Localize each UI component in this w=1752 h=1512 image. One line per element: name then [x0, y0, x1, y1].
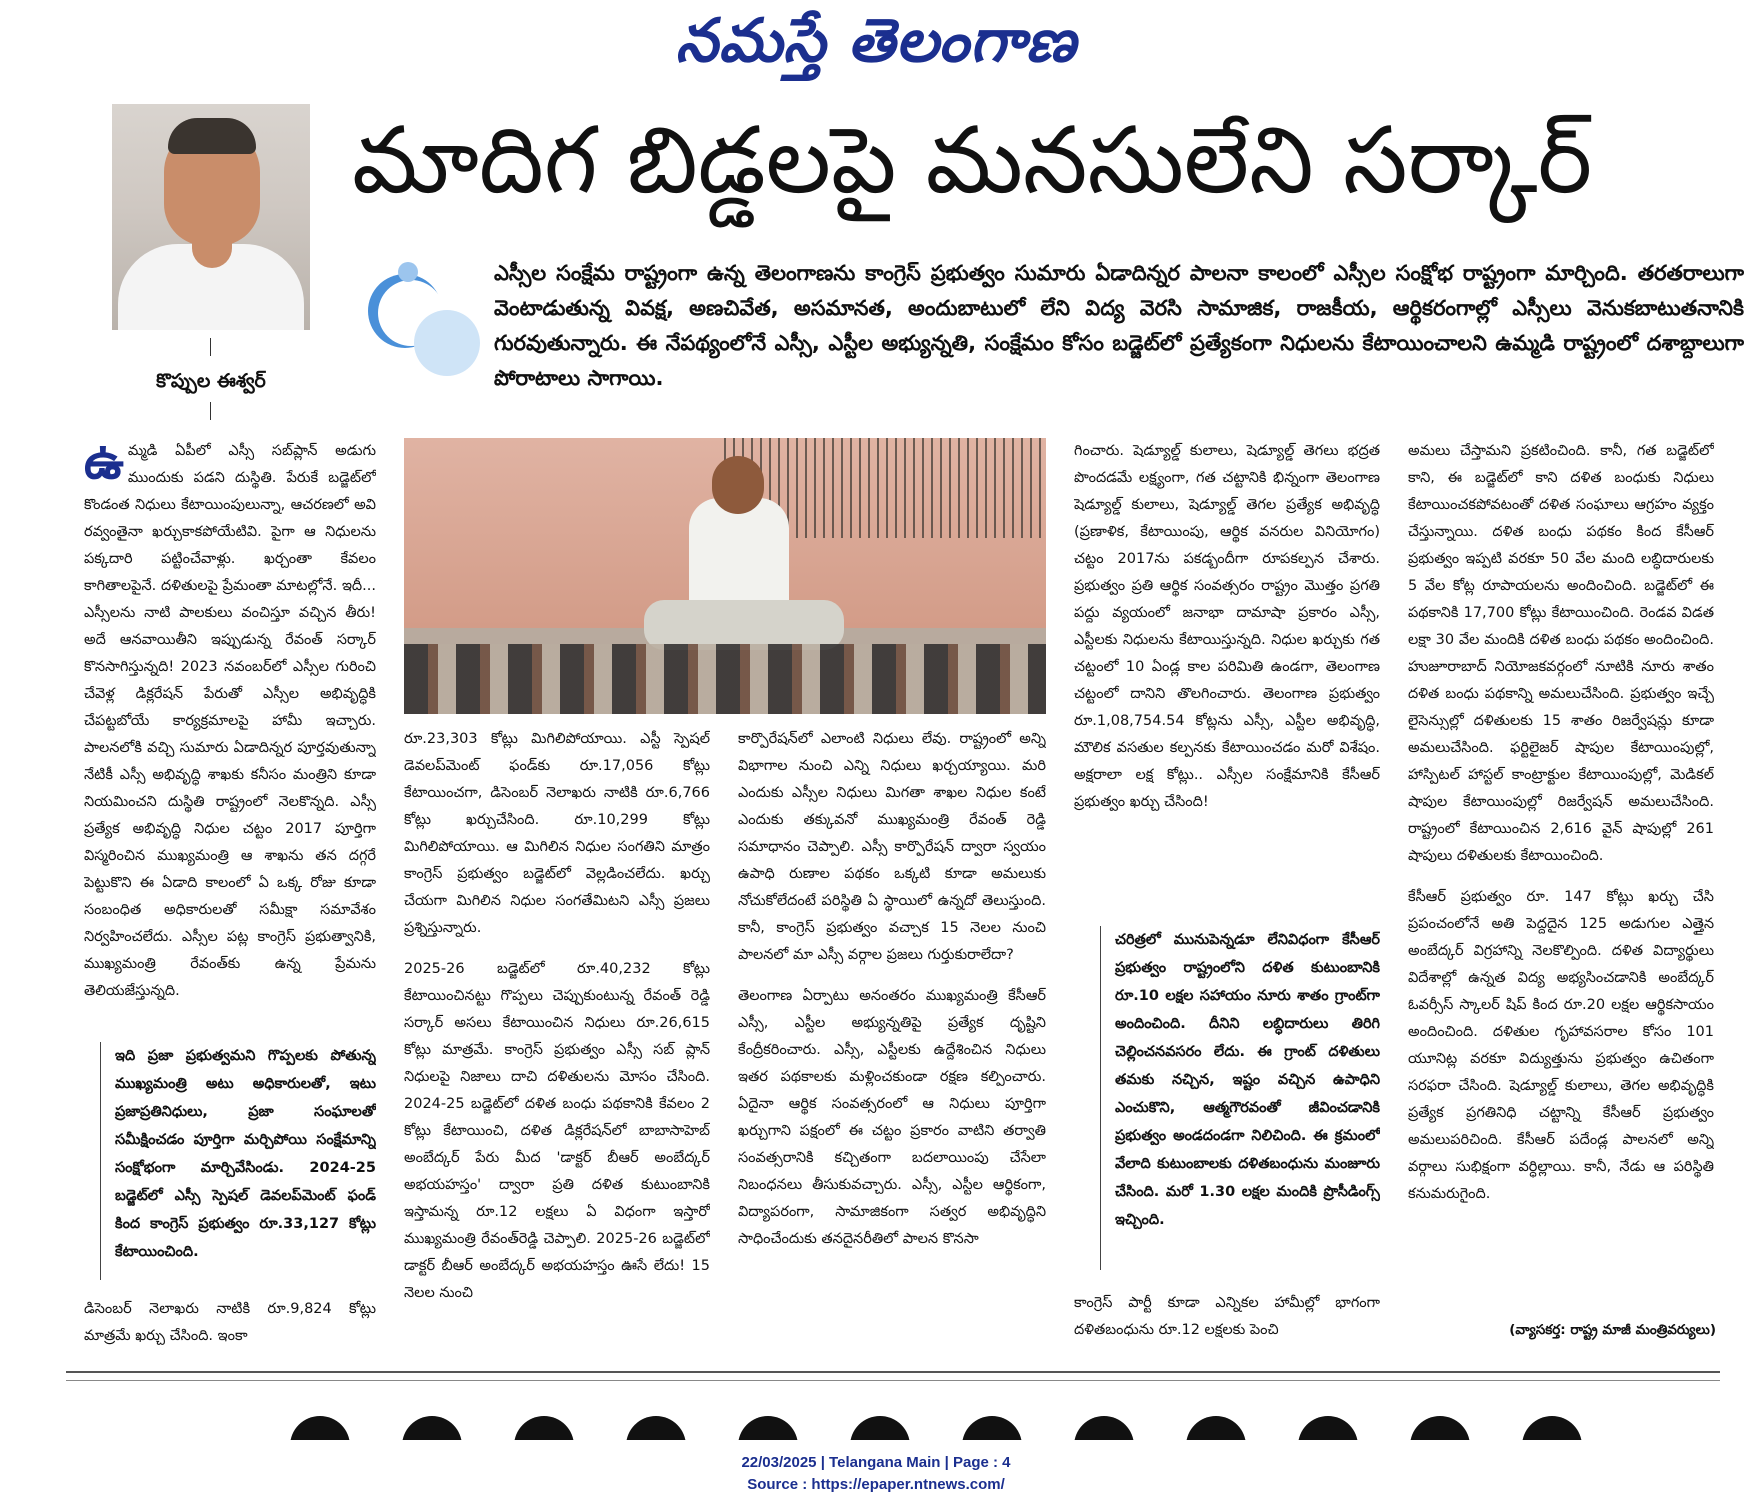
newspaper-masthead: నమస్తే తెలంగాణ: [675, 6, 1077, 76]
column-5-paragraph-2: కేసీఆర్ ప్రభుత్వం రూ. 147 కోట్లు ఖర్చు చేసి ప్రపంచంలోనే అతి పెద్దదైన 125 అడుగుల ఎత్తైన అంబేద్కర్ విగ్రహాన్ని నెలకొల్పింది. దళిత విద్యార్థులు విదేశాల్లో ఉన్నత విద్య అభ్యసించడానికి అంబేద్కర్ ఓవర్సీస్ స్కాలర్ షిప్ కింద రూ.20 లక్షల ఆర్థికసాయం అందించింది. దళితుల గృహావసరాల కోసం 101 యూనిట్ల వరకూ విద్యుత్తును ప్రభుత్వం ఉచితంగా సరఫరా చేసింది. షెడ్యూల్డ్ కులాలు, తెగల అభివృద్ధికి ప్రత్యేక ప్రగతినిధి చట్టాన్ని కేసీఆర్ ప్రభుత్వం అమలుపరిచింది. కేసీఆర్ పదేండ్ల పాలనలో అన్ని వర్గాలు సుభిక్షంగా వర్ధిల్లాయి. కానీ, నేడు ఆ పరిస్థితి కనుమరుగైంది.: [1408, 889, 1714, 1202]
bubble-light: [414, 310, 480, 376]
article-headline: మాదిగ బిడ్డలపై మనసులేని సర్కార్: [352, 107, 1593, 214]
column-4-continued: [1074, 1290, 1380, 1360]
column-4-paragraph-1: గించారు. షెడ్యూల్డ్ కులాలు, షెడ్యూల్డ్ తెగలు భద్రత పొందడమే లక్ష్యంగా, గత చట్టానికి భిన్నంగా తెలంగాణ షెడ్యూల్డ్ కులాలు, షెడ్యూల్డ్ తెగల ప్రత్యేక అభివృద్ధి (ప్రణాళిక, కేటాయింపు, ఆర్థిక వనరుల వినియోగం) చట్టం 2017ను పకడ్బందీగా రూపకల్పన చేశారు. ప్రభుత్వం ప్రతి ఆర్థిక సంవత్సరం రాష్ట్రం మొత్తం ప్రగతి పద్దు వ్యయంలో జనాభా దామాషా ప్రకారం ఎస్సీ, ఎస్టీలకు నిధులను కేటాయిస్తున్నది. నిధుల ఖర్చుకు గత చట్టంలో 10 ఏండ్ల కాల పరిమితి ఉండగా, తెలంగాణ చట్టంలో దానిని తొలగించారు. తెలంగాణ ప్రభుత్వం రూ.1,08,754.54 కోట్లను ఎస్సీ, ఎస్టీల అభివృద్ధి, మౌలిక వసతుల కల్పనకు కేటాయించడం మరో విశేషం. అక్షరాలా లక్ష కోట్లు.. ఎస్సీల సంక్షేమానికి కేసీఆర్ ప్రభుత్వం ఖర్చు చేసింది!: [1074, 443, 1380, 810]
column-2-paragraph-1: రూ.23,303 కోట్లు మిగిలిపోయాయి. ఎస్టీ స్పెషల్ డెవలప్‌మెంట్ ఫండ్‌కు రూ.17,056 కోట్లు కేటాయించగా, డిసెంబర్ నెలాఖరు నాటికి రూ.6,766 కోట్లు ఖర్చుచేసింది. రూ.10,299 కోట్లు మిగిలిపోయాయి. ఆ మిగిలిన నిధుల సంగతిని మాత్రం కాంగ్రెస్ ప్రభుత్వం బడ్జెట్‌లో వెల్లడించలేదు. ఖర్చు చేయగా మిగిలిన నిధుల సంగతేమిటని ఎస్సీ ప్రజలు ప్రశ్నిస్తున్నారు.: [404, 731, 710, 936]
column-3-paragraph-2: తెలంగాణ ఏర్పాటు అనంతరం ముఖ్యమంత్రి కేసీఆర్ ఎస్సీ, ఎస్టీల అభ్యున్నతిపై ప్రత్యేక దృష్టిని కేంద్రీకరించారు. ఎస్సీ, ఎస్టీలకు ఉద్దేశించిన నిధులు ఇతర పథకాలకు మళ్లించకుండా రక్షణ కల్పించారు. ఏదైనా ఆర్థిక సంవత్సరంలో ఆ నిధులు పూర్తిగా ఖర్చుగాని పక్షంలో ఈ చట్టం ప్రకారం వాటిని తర్వాతి సంవత్సరానికి కచ్చితంగా బదలాయింపు చేసేలా నిబంధనలు తీసుకువచ్చారు. ఎస్సీ, ఎస్టీల ఆర్థికంగా, విద్యాపరంగా, సామాజికంగా సత్వర అభివృద్ధిని సాధించేందుకు తనదైనరీతిలో పాలన కొనసా: [738, 988, 1046, 1247]
article-column-1: [84, 438, 376, 1038]
author-name: కొప్పుల ఈశ్వర్: [156, 370, 266, 392]
bubble-small: [398, 262, 418, 282]
article-column-3: [738, 726, 1046, 1360]
column-1-paragraph-2: డిసెంబర్ నెలాఖరు నాటికి రూ.9,824 కోట్లు మాత్రమే ఖర్చు చేసింది. ఇంకా: [84, 1301, 376, 1344]
photo-man-legs: [644, 600, 844, 650]
author-designation: (వ్యాసకర్త: రాష్ట్ర మాజీ మంత్రివర్యులు): [1509, 1322, 1716, 1338]
author-tick-top: [210, 338, 211, 356]
footer-edition-info: 22/03/2025 | Telangana Main | Page : 4: [741, 1454, 1011, 1471]
column-1-paragraph-1: [84, 438, 376, 1005]
article-intro: ఎస్సీల సంక్షేమ రాష్ట్రంగా ఉన్న తెలంగాణను కాంగ్రెస్ ప్రభుత్వం సుమారు ఏడాదిన్నర పాలనా కాలంలో ఎస్సీల సంక్షోభ రాష్ట్రంగా మార్చింది. తరతరాలుగా వెంటాడుతున్న వివక్ష, అణచివేత, అసమానత, అందుబాటులో లేని విద్య వెరసి సామాజిక, రాజకీయ, ఆర్థికరంగాల్లో ఎస్సీలు వెనుకబాటుతనానికి గురవుతున్నారు. ఈ నేపథ్యంలోనే ఎస్సీ, ఎస్టీల అభ్యున్నతి, సంక్షేమం కోసం బడ్జెట్‌లో ప్రత్యేకంగా నిధులను కేటాయించాలని ఉమ్మడి రాష్ట్రంలో దశాబ్దాలుగా పోరాటాలు సాగాయి.: [494, 261, 1744, 390]
column-4-paragraph-2: కాంగ్రెస్ పార్టీ కూడా ఎన్నికల హామీల్లో భాగంగా దళితబంధును రూ.12 లక్షలకు పెంచి: [1074, 1295, 1380, 1338]
photo-shoes: [404, 644, 1046, 714]
drop-cap: ఉ: [84, 438, 124, 490]
article-column-5: [1408, 438, 1714, 1318]
page-divider: [66, 1371, 1720, 1373]
author-photo-hair: [168, 118, 256, 154]
article-column-2: [404, 726, 710, 1360]
photo-man-head: [712, 456, 764, 514]
decorative-bubbles-icon: [368, 262, 488, 382]
column-1-continued: [84, 1296, 376, 1358]
next-article-headline-cropped: [290, 1416, 1720, 1440]
article-column-4: [1074, 438, 1380, 922]
page-divider-thin: [66, 1380, 1720, 1381]
pull-quote-1: ఇది ప్రజా ప్రభుత్వమని గొప్పలకు పోతున్న ముఖ్యమంత్రి అటు అధికారులతో, ఇటు ప్రజాప్రతినిధులు, ప్రజా సంఘాలతో సమీక్షించడం పూర్తిగా మర్చిపోయి సంక్షేమాన్ని సంక్షోభంగా మార్చివేసిండు. 2024-25 బడ్జెట్‌లో ఎస్సీ స్పెషల్ డెవలప్‌మెంట్ ఫండ్ కింద కాంగ్రెస్ ప్రభుత్వం రూ.33,127 కోట్లు కేటాయించింది.: [100, 1042, 376, 1280]
footer-source-link[interactable]: Source : https://epaper.ntnews.com/: [747, 1476, 1005, 1493]
author-tick-bottom: [210, 402, 211, 420]
column-2-paragraph-2: 2025-26 బడ్జెట్‌లో రూ.40,232 కోట్లు కేటాయించినట్టు గొప్పలు చెప్పుకుంటున్న రేవంత్ రెడ్డి సర్కార్ అసలు కేటాయించిన నిధులు రూ.26,615 కోట్లు మాత్రమే. కాంగ్రెస్ ప్రభుత్వం ఎస్సీ సబ్ ప్లాన్ నిధులపై నిజాలు దాచి దళితులను మోసం చేసింది. 2024-25 బడ్జెట్‌లో దళిత బంధు పథకానికి కేవలం 2 కోట్లు కేటాయించి, దళిత డిక్లరేషన్‌లో బాబాసాహెబ్ అంబేద్కర్ పేరు మీద 'డాక్టర్ బీఆర్ అంబేద్కర్ అభయహస్తం' ద్వారా ప్రతి దళిత కుటుంబానికి ఇస్తామన్న రూ.12 లక్షలు ఏ విధంగా ఇస్తారో ముఖ్యమంత్రి రేవంత్‌రెడ్డి చెప్పాలి. 2025-26 బడ్జెట్‌లో డాక్టర్ బీఆర్ అంబేద్కర్ అభయహస్తం ఊసే లేదు! 15 నెలల నుంచి: [404, 961, 710, 1301]
column-5-paragraph-1: అమలు చేస్తామని ప్రకటించింది. కానీ, గత బడ్జెట్‌లో కాని, ఈ బడ్జెట్‌లో కాని దళిత బంధుకు నిధులు కేటాయించకపోవటంతో దళిత సంఘాలు ఆగ్రహం వ్యక్తం చేస్తున్నాయి. దళిత బంధు పథకం కింద కేసీఆర్ ప్రభుత్వం ఇప్పటి వరకూ 50 వేల మంది లబ్ధిదారులకు 5 వేల కోట్ల రూపాయలను అందించింది. బడ్జెట్‌లో ఈ పథకానికి 17,700 కోట్లు కేటాయించింది. రెండవ విడత లక్షా 30 వేల మందికి దళిత బంధు పథకం అందించింది. హుజూరాబాద్ నియోజకవర్గంలో నూటికి నూరు శాతం దళిత బంధు పథకాన్ని అమలుచేసింది. ప్రభుత్వం ఇచ్చే లైసెన్సుల్లో దళితులకు 15 శాతం రిజర్వేషన్లు కూడా అమలుచేసింది. ఫర్టిలైజర్ షాపుల కేటాయింపుల్లో, హాస్పిటల్ హాస్టల్ కాంట్రాక్టుల కేటాయింపుల్లో, మెడికల్ షాపుల కేటాయింపుల్లో రిజర్వేషన్ అమలుచేసింది. రాష్ట్రంలో కేటాయించిన 2,616 వైన్ షాపుల్లో 261 షాపులు దళితులకు కేటాయించింది.: [1408, 443, 1714, 864]
page-footer: [0, 1452, 1752, 1496]
column-1-paragraph-1-text: మ్మడి ఏపీలో ఎస్సీ సబ్‌ప్లాన్ అడుగు ముందుకు పడని దుస్థితి. పేరుకే బడ్జెట్‌లో కొండంత నిధులు కేటాయింపులున్నా, ఆచరణలో అవి రవ్వంతైనా ఖర్చుకాకపోయేటివి. పైగా ఆ నిధులను పక్కదారి పట్టించేవాళ్లు. ఖర్చంతా కేవలం కాగితాలపైనే. దళితులపై ప్రేమంతా మాటల్లోనే. ఇదీ... ఎస్సీలను నాటి పాలకులు వంచిస్తూ వచ్చిన తీరు! అదే ఆనవాయితీని ఇప్పుడున్న రేవంత్ సర్కార్ కొనసాగిస్తున్నది! 2023 నవంబర్‌లో ఎస్సీల గురించి చేవెళ్ల డిక్లరేషన్ పేరుతో ఎస్సీల అభివృద్ధికి చేపట్టబోయే కార్యక్రమాలపై హామీ ఇచ్చారు. పాలనలోకి వచ్చి సుమారు ఏడాదిన్నర పూర్తవుతున్నా నేటికీ ఎస్సీ అభివృద్ధి శాఖకు కనీసం మంత్రిని కూడా నియమించని దుస్థితి రాష్ట్రంలో నెలకొన్నది. ఎస్సీ ప్రత్యేక అభివృద్ధి నిధుల చట్టం 2017 పూర్తిగా విస్మరించిన ముఖ్యమంత్రి ఆ శాఖను తన దగ్గరే పెట్టుకొని ఈ ఏడాది కాలంలో ఏ ఒక్క రోజు కూడా సంబంధిత అధికారులతో సమీక్షా సమావేశం నిర్వహించలేదు. ఎస్సీల పట్ల కాంగ్రెస్ ప్రభుత్వానికి, ముఖ్యమంత్రి రేవంత్‌కు ఉన్న ప్రేమను తెలియజేస్తున్నది.: [84, 443, 376, 999]
pull-quote-2: చరిత్రలో మునుపెన్నడూ లేనివిధంగా కేసీఆర్ ప్రభుత్వం రాష్ట్రంలోని దళిత కుటుంబానికి రూ.10 లక్షల సహాయం నూరు శాతం గ్రాంట్‌గా అందించింది. దీనిని లబ్ధిదారులు తిరిగి చెల్లించనవసరం లేదు. ఈ గ్రాంట్ దళితులు తమకు నచ్చిన, ఇష్టం వచ్చిన ఉపాధిని ఎంచుకొని, ఆత్మగౌరవంతో జీవించడానికి ప్రభుత్వం అండదండగా నిలిచింది. ఈ క్రమంలో వేలాది కుటుంబాలకు దళితబంధును మంజూరు చేసింది. మరో 1.30 లక్షల మందికి ప్రొసీడింగ్స్ ఇచ్చింది.: [1100, 926, 1380, 1270]
article-photo-cobbler: [404, 438, 1046, 714]
author-photo: [112, 104, 310, 330]
column-3-paragraph-1: కార్పొరేషన్‌లో ఎలాంటి నిధులు లేవు. రాష్ట్రంలో అన్ని విభాగాల నుంచి ఎన్ని నిధులు ఖర్చయ్యాయి. మరి ఎందుకు ఎస్సీల నిధులు మిగతా శాఖల నిధుల కంటే ఎందుకు తక్కువనో ముఖ్యమంత్రి రేవంత్ రెడ్డి సమాధానం చెప్పాలి. ఎస్సీ కార్పొరేషన్ ద్వారా స్వయం ఉపాధి రుణాల పథకం ఒక్కటి కూడా అమలుకు నోచుకోలేదంటే పరిస్థితి ఏ స్థాయిలో ఉన్నదో తెలుస్తుంది. కానీ, కాంగ్రెస్ ప్రభుత్వం వచ్చాక 15 నెలల నుంచి పాలనలో మా ఎస్సీ వర్గాల ప్రజలు గుర్తుకురాలేదా?: [738, 731, 1046, 963]
